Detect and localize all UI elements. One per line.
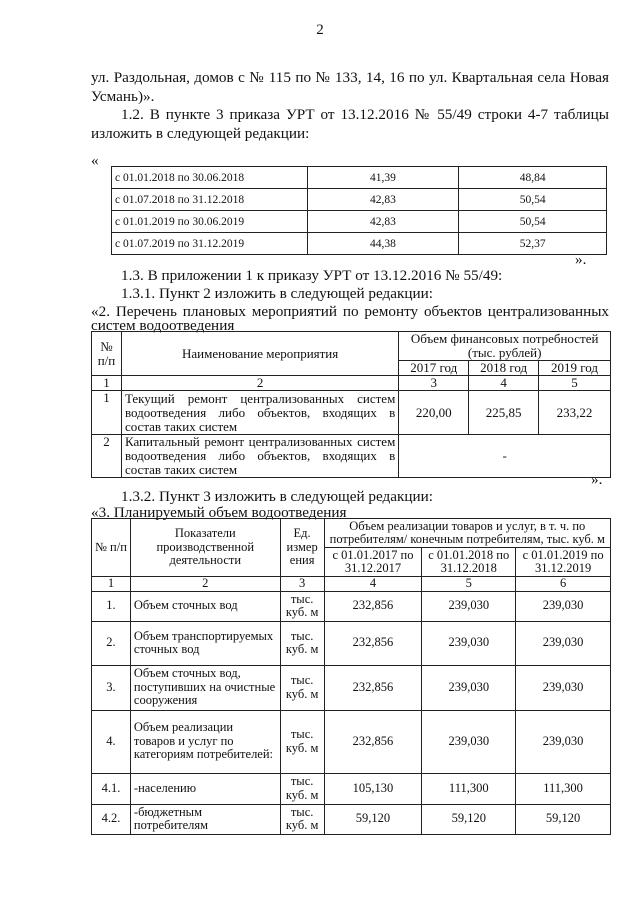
row-num: 1.	[92, 591, 131, 621]
row-num: 3.	[92, 665, 131, 710]
row-name: Объем транспортируемых сточных вод	[130, 621, 280, 665]
col-header-num: № п/п	[92, 519, 131, 577]
paragraph-1-3-2: 1.3.2. Пункт 3 изложить в следующей редакции:	[121, 488, 434, 505]
value-cell: 48,84	[459, 167, 607, 189]
row-name: -бюджетным потребителям	[130, 804, 280, 834]
row-unit: тыс. куб. м	[280, 710, 324, 773]
table-row	[112, 189, 607, 211]
value-cell: 220,00	[399, 391, 469, 435]
period-cell: с 01.07.2018 по 31.12.2018	[112, 189, 308, 211]
section-3-title: «3. Планируемый объем водоотведения	[91, 504, 347, 521]
col-header-year: 2018 год	[469, 361, 539, 376]
col-header-year: 2019 год	[539, 361, 611, 376]
index-cell: 3	[399, 376, 469, 391]
row-name: -населению	[130, 773, 280, 804]
index-cell: 1	[92, 577, 131, 592]
col-header-num: № п/п	[92, 332, 122, 376]
value-cell: 59,120	[516, 804, 611, 834]
value-cell: 52,37	[459, 233, 607, 255]
col-header-volume: Объем реализации товаров и услуг, в т. ч. по потребителям/ конечным потребителям, тыс. куб. м	[324, 519, 610, 548]
index-cell: 4	[469, 376, 539, 391]
value-cell: 42,83	[307, 189, 459, 211]
value-cell: 50,54	[459, 211, 607, 233]
value-cell: 225,85	[469, 391, 539, 435]
value-cell: 105,130	[324, 773, 422, 804]
row-unit: тыс. куб. м	[280, 773, 324, 804]
value-cell: 232,856	[324, 665, 422, 710]
section-2-title-line1: «2. Перечень плановых мероприятий по ремонту объектов централизованных	[91, 303, 609, 320]
table-row	[92, 391, 611, 435]
value-cell: 239,030	[516, 591, 611, 621]
paragraph-1-2-line2: изложить в следующей редакции:	[91, 125, 310, 142]
value-cell: 239,030	[516, 621, 611, 665]
row-num: 4.2.	[92, 804, 131, 834]
table-row	[92, 773, 611, 804]
value-cell: 111,300	[516, 773, 611, 804]
value-cell: 232,856	[324, 591, 422, 621]
page-number: 2	[316, 22, 324, 38]
index-cell: 5	[422, 577, 516, 592]
value-cell-dash: -	[399, 435, 611, 478]
value-cell: 239,030	[422, 591, 516, 621]
col-header-year: 2017 год	[399, 361, 469, 376]
row-unit: тыс. куб. м	[280, 804, 324, 834]
value-cell: 111,300	[422, 773, 516, 804]
value-cell: 239,030	[422, 665, 516, 710]
value-cell: 232,856	[324, 710, 422, 773]
tariff-table	[111, 166, 607, 255]
value-cell: 42,83	[307, 211, 459, 233]
value-cell: 239,030	[516, 710, 611, 773]
row-num: 2	[92, 435, 122, 478]
value-cell: 239,030	[422, 710, 516, 773]
row-num: 2.	[92, 621, 131, 665]
row-unit: тыс. куб. м	[280, 621, 324, 665]
table-row	[92, 710, 611, 773]
paragraph-address-line2: Усмань)».	[91, 88, 155, 105]
col-header-period: с 01.01.2017 по 31.12.2017	[324, 548, 422, 577]
value-cell: 41,39	[307, 167, 459, 189]
row-name: Капитальный ремонт централизованных систем водоотведения либо объектов, входящих в состав таких систем	[121, 435, 398, 478]
value-cell: 44,38	[307, 233, 459, 255]
row-num: 1	[92, 391, 122, 435]
index-cell: 3	[280, 577, 324, 592]
value-cell: 59,120	[324, 804, 422, 834]
row-name: Текущий ремонт централизованных систем водоотведения либо объектов, входящих в состав таких систем	[121, 391, 398, 435]
row-unit: тыс. куб. м	[280, 591, 324, 621]
paragraph-1-3: 1.3. В приложении 1 к приказу УРТ от 13.12.2016 № 55/49:	[121, 267, 503, 284]
index-row	[92, 376, 611, 391]
paragraph-1-2-line1: 1.2. В пункте 3 приказа УРТ от 13.12.2016 № 55/49 строки 4-7 таблицы	[121, 106, 609, 123]
value-cell: 239,030	[422, 621, 516, 665]
col-header-funding: Объем финансовых потребностей (тыс. рублей)	[399, 332, 611, 361]
col-header-period: с 01.01.2018 по 31.12.2018	[422, 548, 516, 577]
paragraph-1-3-1: 1.3.1. Пункт 2 изложить в следующей редакции:	[121, 285, 434, 302]
index-cell: 4	[324, 577, 422, 592]
table-row	[112, 167, 607, 189]
period-cell: с 01.07.2019 по 31.12.2019	[112, 233, 308, 255]
close-quote-2: ».	[591, 471, 603, 488]
index-cell: 2	[121, 376, 398, 391]
row-name: Объем сточных вод, поступивших на очистные сооружения	[130, 665, 280, 710]
open-quote: «	[91, 152, 99, 169]
paragraph-address-line1: ул. Раздольная, домов с № 115 по № 133, 14, 16 по ул. Квартальная села Новая	[91, 69, 609, 86]
row-unit: тыс. куб. м	[280, 665, 324, 710]
table-row	[92, 665, 611, 710]
index-cell: 5	[539, 376, 611, 391]
index-cell: 2	[130, 577, 280, 592]
table-row	[92, 591, 611, 621]
row-name: Объем реализации товаров и услуг по категориям потребителей:	[130, 710, 280, 773]
col-header-name: Наименование мероприятия	[121, 332, 398, 376]
row-name: Объем сточных вод	[130, 591, 280, 621]
table-row	[92, 804, 611, 834]
table-row	[112, 233, 607, 255]
period-cell: с 01.01.2018 по 30.06.2018	[112, 167, 308, 189]
index-cell: 6	[516, 577, 611, 592]
repair-measures-table	[91, 331, 611, 478]
close-quote-1: ».	[575, 251, 587, 268]
value-cell: 59,120	[422, 804, 516, 834]
index-cell: 1	[92, 376, 122, 391]
section-2-title-line2: систем водоотведения	[91, 317, 235, 334]
row-num: 4.	[92, 710, 131, 773]
row-num: 4.1.	[92, 773, 131, 804]
value-cell: 232,856	[324, 621, 422, 665]
table-row	[92, 621, 611, 665]
table-row	[112, 211, 607, 233]
sewage-volume-table	[91, 518, 611, 835]
value-cell: 50,54	[459, 189, 607, 211]
table-row	[92, 435, 611, 478]
period-cell: с 01.01.2019 по 30.06.2019	[112, 211, 308, 233]
index-row	[92, 577, 611, 592]
col-header-period: с 01.01.2019 по 31.12.2019	[516, 548, 611, 577]
col-header-unit: Ед. измер ения	[280, 519, 324, 577]
value-cell: 233,22	[539, 391, 611, 435]
value-cell: 239,030	[516, 665, 611, 710]
col-header-indicator: Показатели производственной деятельности	[130, 519, 280, 577]
